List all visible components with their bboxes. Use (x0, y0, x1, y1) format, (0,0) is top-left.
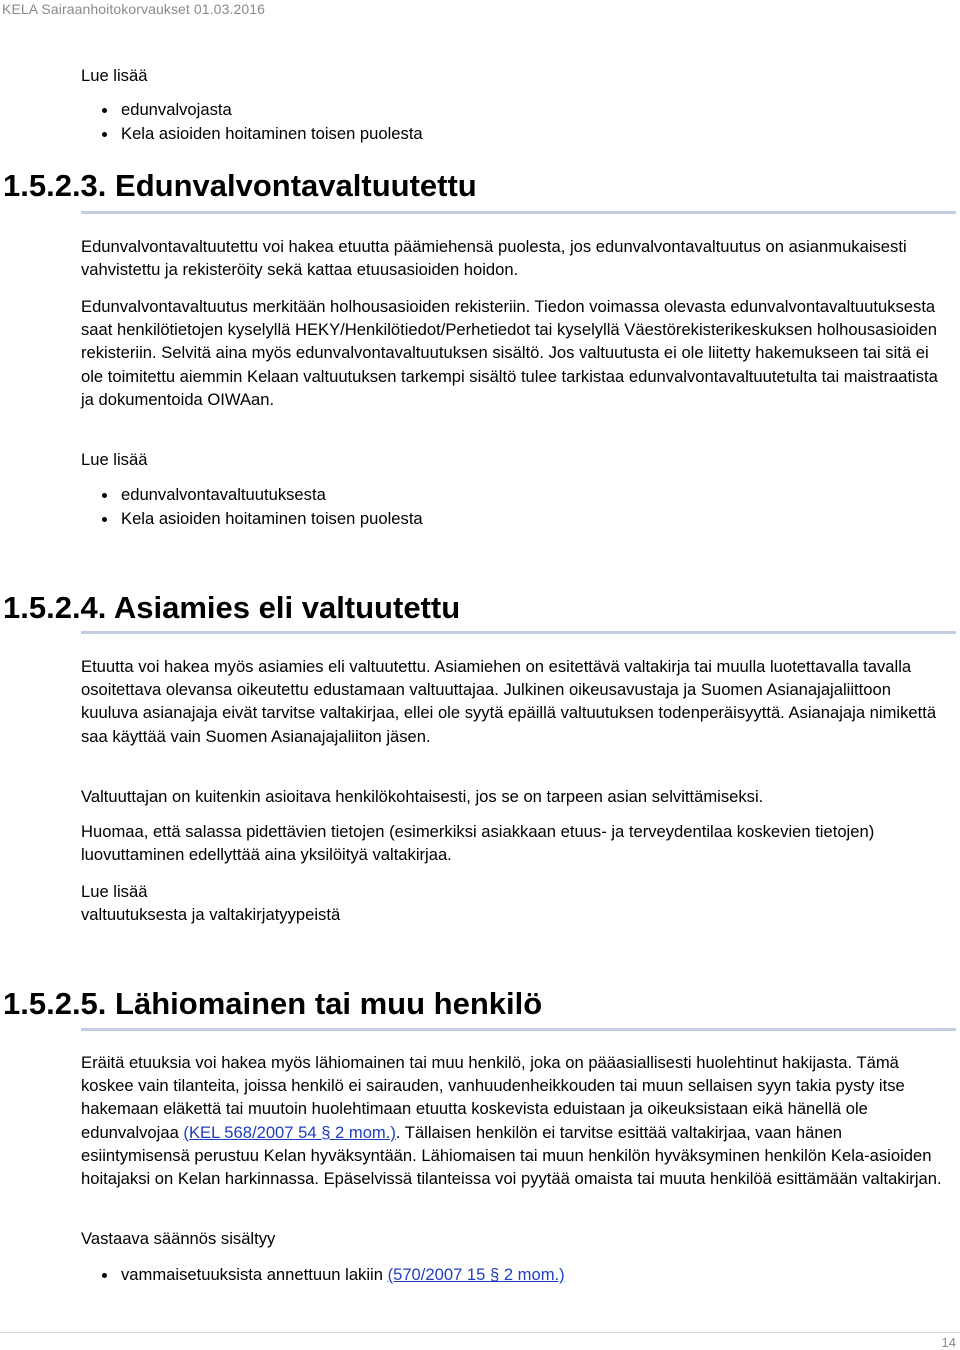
paragraph-text: Eräitä etuuksia voi hakea myös lähiomainen tai muu henkilö, joka on pääasiallisesti huolehtinut hakijasta. Tämä koskee vain tilanteita, joissa henkilö ei sairauden, vanhuudenheikkouden tai muun sellaisen syyn takia pysty itse hakemaan eläkettä tai muutoin huolehtimaan etuutta koskevista eduistaan ja oikeuksistaan eikä hänellä ole edunvalvojaa (81, 1053, 905, 1142)
section-heading-1-5-2-4: 1.5.2.4. Asiamies eli valtuutettu (3, 590, 461, 625)
regulation-list (81, 1263, 565, 1287)
link-edunvalvontavaltuutuksesta[interactable]: edunvalvontavaltuutuksesta (121, 485, 326, 504)
link-valtuutuksesta[interactable]: valtuutuksesta ja valtakirjatyypeistä (81, 905, 341, 924)
link-kela-asioiden-hoitaminen[interactable]: Kela asioiden hoitaminen toisen puolesta (121, 123, 423, 143)
link-kela-asioiden-hoitaminen[interactable]: Kela asioiden hoitaminen toisen puolesta (121, 508, 423, 528)
bullet-icon (102, 517, 107, 522)
read-more-label: Lue lisää (81, 450, 148, 469)
list-item[interactable] (81, 98, 423, 122)
law-reference-link-kel-568[interactable]: (KEL 568/2007 54 § 2 mom.) (183, 1122, 396, 1142)
paragraph: Valtuuttajan on kuitenkin asioitava henkilökohtaisesti, jos se on tarpeen asian selvittämiseksi. (81, 787, 764, 806)
list-item[interactable] (81, 483, 423, 507)
page-number: 14 (941, 1335, 956, 1350)
bullet-icon (102, 1273, 107, 1278)
section-link-list (81, 483, 423, 530)
law-reference-link-570[interactable]: (570/2007 15 § 2 mom.) (387, 1265, 565, 1284)
list-item[interactable] (81, 122, 423, 146)
heading-divider (81, 211, 956, 214)
list-item[interactable] (81, 507, 423, 531)
document-title: KELA Sairaanhoitokorvaukset 01.03.2016 (2, 1, 265, 17)
footer-divider (0, 1332, 960, 1333)
section-heading-1-5-2-5: 1.5.2.5. Lähiomainen tai muu henkilö (3, 986, 543, 1021)
paragraph: Etuutta voi hakea myös asiamies eli valtuutettu. Asiamiehen on esitettävä valtakirja tai muulla luotettavalla tavalla osoitettava olevansa oikeutettu edustamaan valtuuttajaa. Julkinen oikeusavustaja ja Suomen Asianajajaliittoon kuuluva asianajaja eivät tarvitse valtakirjaa, ellei ole syytä epäillä valtuutuksen todenperäisyyttä. Asianajaja nimikettä saa käyttää vain Suomen Asianajajaliiton jäsen. (81, 657, 937, 746)
paragraph: Huomaa, että salassa pidettävien tietojen (esimerkiksi asiakkaan etuus- ja terveydentilaa koskevien tietojen) luovuttaminen edellyttää aina yksilöityä valtakirjaa. (81, 822, 875, 865)
paragraph: Edunvalvontavaltuutettu voi hakea etuutta päämiehensä puolesta, jos edunvalvontavaltuutus on asianmukaisesti vahvistettu ja rekisteröity sekä kattaa etuusasioiden hoidon. (81, 237, 907, 280)
link-edunvalvojasta[interactable]: edunvalvojasta (121, 100, 232, 119)
read-more-label: Lue lisää (81, 882, 148, 901)
paragraph: Edunvalvontavaltuutus merkitään holhousasioiden rekisteriin. Tiedon voimassa olevasta edunvalvontavaltuutuksesta saat henkilötietojen kyselyllä HEKY/Henkilötiedot/Perhetiedot tai kyselyllä Väestörekisterikeskuksen holhousasioiden rekisteriin. Selvitä aina myös edunvalvontavaltuutuksen sisältö. Jos valtuutusta ei ole liitetty hakemukseen tai sitä ei ole toimitettu aiemmin Kelaan valtuutuksen tarkempi sisältö tulee tarkistaa edunvalvontavaltuutetulta tai maistraatista ja dokumentoida OIWAan. (81, 297, 938, 409)
document-header (0, 0, 960, 20)
bullet-icon (102, 132, 107, 137)
read-more-label: Lue lisää (81, 66, 148, 85)
paragraph (81, 1051, 951, 1190)
list-item (81, 1263, 565, 1287)
intro-link-list (81, 98, 423, 145)
list-item-text: vammaisetuuksista annettuun lakiin (121, 1265, 388, 1284)
bullet-icon (102, 108, 107, 113)
section-heading-1-5-2-3: 1.5.2.3. Edunvalvontavaltuutettu (3, 168, 477, 203)
heading-divider (81, 631, 956, 634)
paragraph: Vastaava säännös sisältyy (81, 1229, 276, 1248)
paragraph-text: . Tällaisen henkilön ei tarvitse esittää valtakirjaa, vaan hänen esiintymisensä perustuu Kelan hyväksyntään. Lähiomaisen tai muun henkilön hyväksyminen henkilön Kela-asioiden hoitajaksi on Kelan harkinnassa. Epäselvissä tilanteissa voi pyytää omaista tai muuta henkilöä esittämään valtakirjan. (81, 1122, 942, 1189)
bullet-icon (102, 493, 107, 498)
heading-divider (81, 1028, 956, 1031)
